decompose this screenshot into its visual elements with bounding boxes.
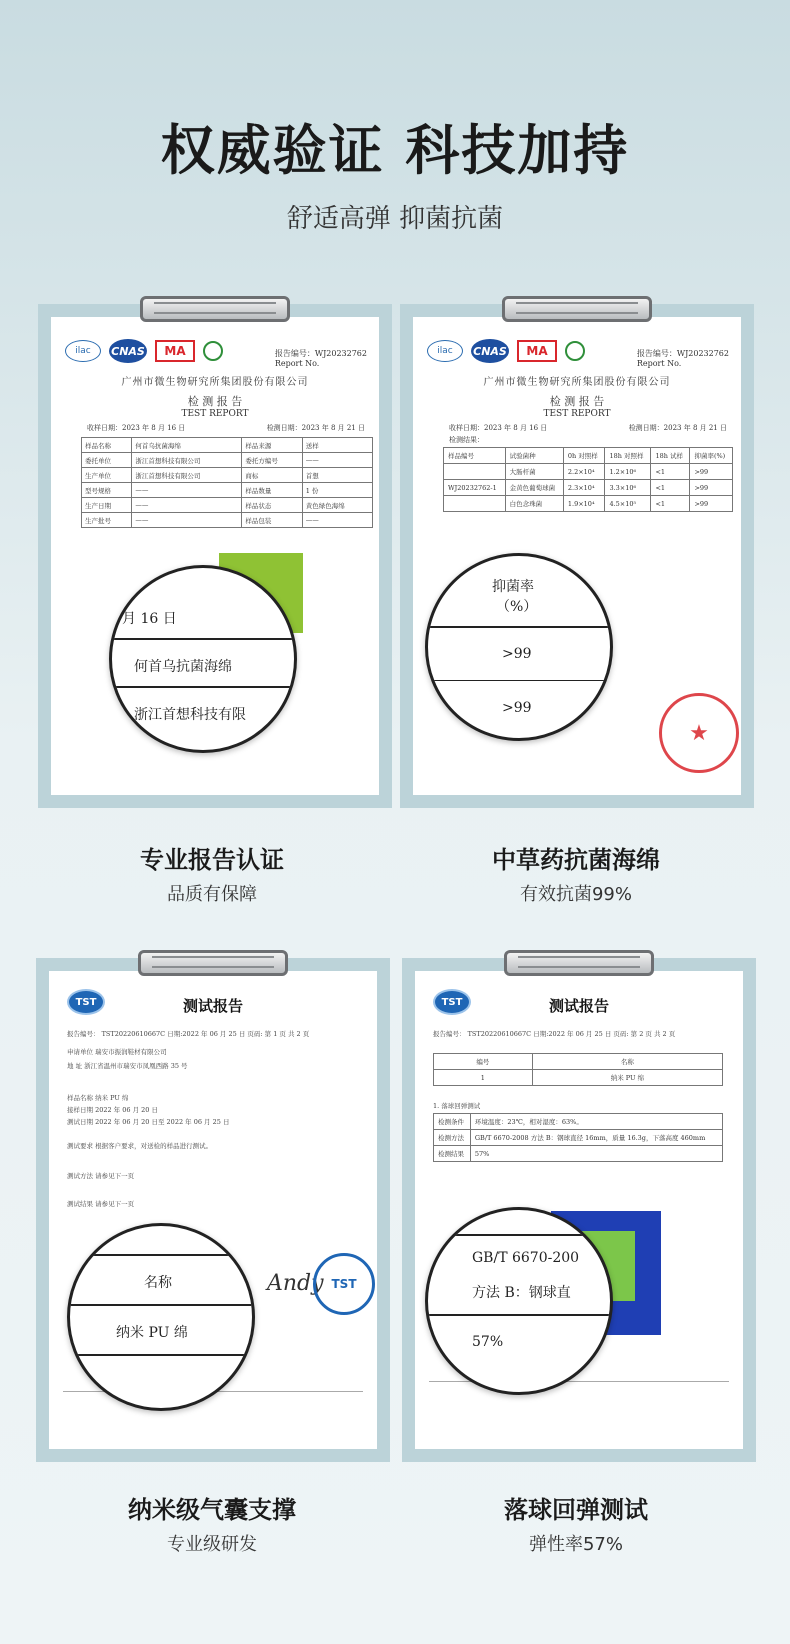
report-number-en: Report No. [636,359,682,369]
caption-sub-1: 品质有保障 [167,884,257,905]
table-row: 大肠杆菌 2.2×10⁴ 1.2×10⁶ <1 >99 [444,464,733,480]
doc-title-en: TEST REPORT [543,409,611,420]
org-name: 广州市微生物研究所集团股份有限公司 [483,377,671,388]
doc-title: 检 测 报 告 [187,395,243,408]
sample-table [433,1053,723,1086]
footer-rule [63,1391,363,1431]
doc-title: 检 测 报 告 [549,395,605,408]
analyzed-date: 检测日期：2023 年 8 月 21 日 [628,424,727,432]
doc-title-en: TEST REPORT [181,409,249,420]
report-card-4[interactable] [402,958,756,1462]
cma-icon: MA [517,340,557,362]
leaf-seal-icon [565,341,585,361]
report-line: 样品名称 纳米 PU 绵 [67,1094,129,1102]
report-line: 申请单位 瑞安市振润鞋材有限公司 [67,1048,167,1056]
table-row: 检测条件 环境温度：23℃，相对湿度：63%。 [434,1114,723,1130]
received-date: 收样日期：2023 年 8 月 16 日 [87,424,186,432]
report-number-en: Report No. [274,359,320,369]
report-number: 报告编号：WJ20232762 [274,349,367,358]
magnifier-zoom [109,565,297,753]
zoom-company: 浙江首想科技有限 [134,707,246,723]
report-card-1[interactable] [38,304,392,808]
table-row: 检测结果 57% [434,1146,723,1162]
report-card-3[interactable] [36,958,390,1462]
report-paper [415,971,743,1449]
cnas-icon: CNAS [109,339,147,363]
zoom-rate-unit: （%） [496,599,538,615]
table-row: 1 纳米 PU 绵 [434,1070,723,1086]
zoom-name-header: 名称 [144,1275,172,1291]
table-row: 白色念珠菌 1.9×10⁴ 4.5×10⁵ <1 >99 [444,496,733,512]
table-row: 生产批号 —— 样品包装 —— [82,513,373,528]
page-subtitle: 舒适高弹 抑菌抗菌 [286,204,504,234]
report-line: 测试日期 2022 年 06 月 20 日至 2022 年 06 月 25 日 [67,1118,230,1126]
zoom-date: 月 16 日 [122,611,177,627]
table-row: 生产单位 浙江首想科技有限公司 商标 首想 [82,468,373,483]
table-row: WJ20232762-1 金黄色葡萄球菌 2.3×10⁴ 3.3×10⁶ <1 >99 [444,480,733,496]
caption-title-4: 落球回弹测试 [504,1496,648,1524]
table-header-row: 编号 名称 [434,1054,723,1070]
caption-sub-4: 弹性率57% [528,1534,623,1555]
tst-seal-icon: TST [313,1253,375,1315]
table-row: 型号规格 —— 样品数量 1 份 [82,483,373,498]
report-paper [413,317,741,795]
report-line: 测试要求 根据客户要求，对送检的样品进行测试。 [67,1142,213,1150]
clipboard-clip-icon [504,944,654,988]
table-header-row: 样品编号 试验菌种 0h 对照样 18h 对照样 18h 试样 抑菌率(%) [444,448,733,464]
tst-logo-icon: TST [67,989,105,1015]
caption-title-2: 中草药抗菌海绵 [492,846,660,874]
table-row: 生产日期 —— 样品状态 黄色绿色海绵 [82,498,373,513]
results-label: 检测结果： [449,436,484,444]
cert-logos [427,339,585,363]
clipboard-clip-icon [138,944,288,988]
signature: Andy [267,1271,324,1296]
report-paper [51,317,379,795]
results-table [443,447,733,512]
clipboard-clip-icon [140,290,290,334]
cnas-icon: CNAS [471,339,509,363]
report-number: 报告编号：WJ20232762 [636,349,729,358]
zoom-rate-header: 抑菌率 [492,579,534,595]
leaf-seal-icon [203,341,223,361]
report-line: 测试方法 请参见下一页 [67,1172,135,1180]
report-line: 报告编号： TST20220610667C 日期:2022 年 06 月 25 日 页码: 第 2 页 共 2 页 [433,1030,676,1038]
zoom-name-value: 纳米 PU 绵 [116,1325,188,1341]
cert-logos [65,339,223,363]
zoom-value-2: >99 [502,700,532,716]
sample-info-table [81,437,373,528]
footer-rule [429,1381,729,1421]
page-title: 权威验证 科技加持 [160,119,630,182]
doc-title: 测试报告 [548,997,609,1015]
table-row: 样品名称 何首乌抗菌海绵 样品来源 送样 [82,438,373,453]
ilac-mra-icon: ilac [427,340,463,362]
caption-title-3: 纳米级气囊支撑 [128,1496,296,1524]
caption-sub-3: 专业级研发 [167,1534,257,1555]
org-name: 广州市微生物研究所集团股份有限公司 [121,377,309,388]
report-line: 地 址 浙江省温州市瑞安市凤凰西路 35 号 [67,1062,188,1070]
report-line: 报告编号： TST20220610667C 日期:2022 年 06 月 25 日 页码: 第 1 页 共 2 页 [67,1030,310,1038]
cma-icon: MA [155,340,195,362]
tst-logo-icon: TST [433,989,471,1015]
table-row: 委托单位 浙江首想科技有限公司 委托方编号 —— [82,453,373,468]
report-line: 接样日期 2022 年 06 月 20 日 [67,1106,158,1114]
clipboard-clip-icon [502,290,652,334]
caption-sub-2: 有效抗菌99% [519,884,632,905]
zoom-sample-name: 何首乌抗菌海绵 [134,659,232,675]
report-line: 测试结果 请参见下一页 [67,1200,135,1208]
magnifier-zoom [67,1223,255,1411]
caption-title-1: 专业报告认证 [140,846,284,874]
section-title: 1. 落球回弹测试 [433,1102,481,1110]
magnifier-zoom [425,553,613,741]
official-seal-icon: ★ [659,693,739,773]
doc-title: 测试报告 [182,997,243,1015]
magnifier-zoom [425,1207,613,1395]
ilac-mra-icon: ilac [65,340,101,362]
zoom-value-1: >99 [502,646,532,662]
zoom-standard: GB/T 6670-200 [472,1250,580,1266]
report-paper [49,971,377,1449]
received-date: 收样日期：2023 年 8 月 16 日 [449,424,548,432]
report-card-2[interactable] [400,304,754,808]
zoom-result: 57% [472,1334,504,1350]
zoom-method: 方法 B：钢球直 [472,1285,571,1301]
analyzed-date: 检测日期：2023 年 8 月 21 日 [266,424,365,432]
method-table [433,1113,723,1162]
table-row: 检测方法 GB/T 6670-2008 方法 B：钢球直径 16mm，质量 16.3g，下落高度 460mm [434,1130,723,1146]
